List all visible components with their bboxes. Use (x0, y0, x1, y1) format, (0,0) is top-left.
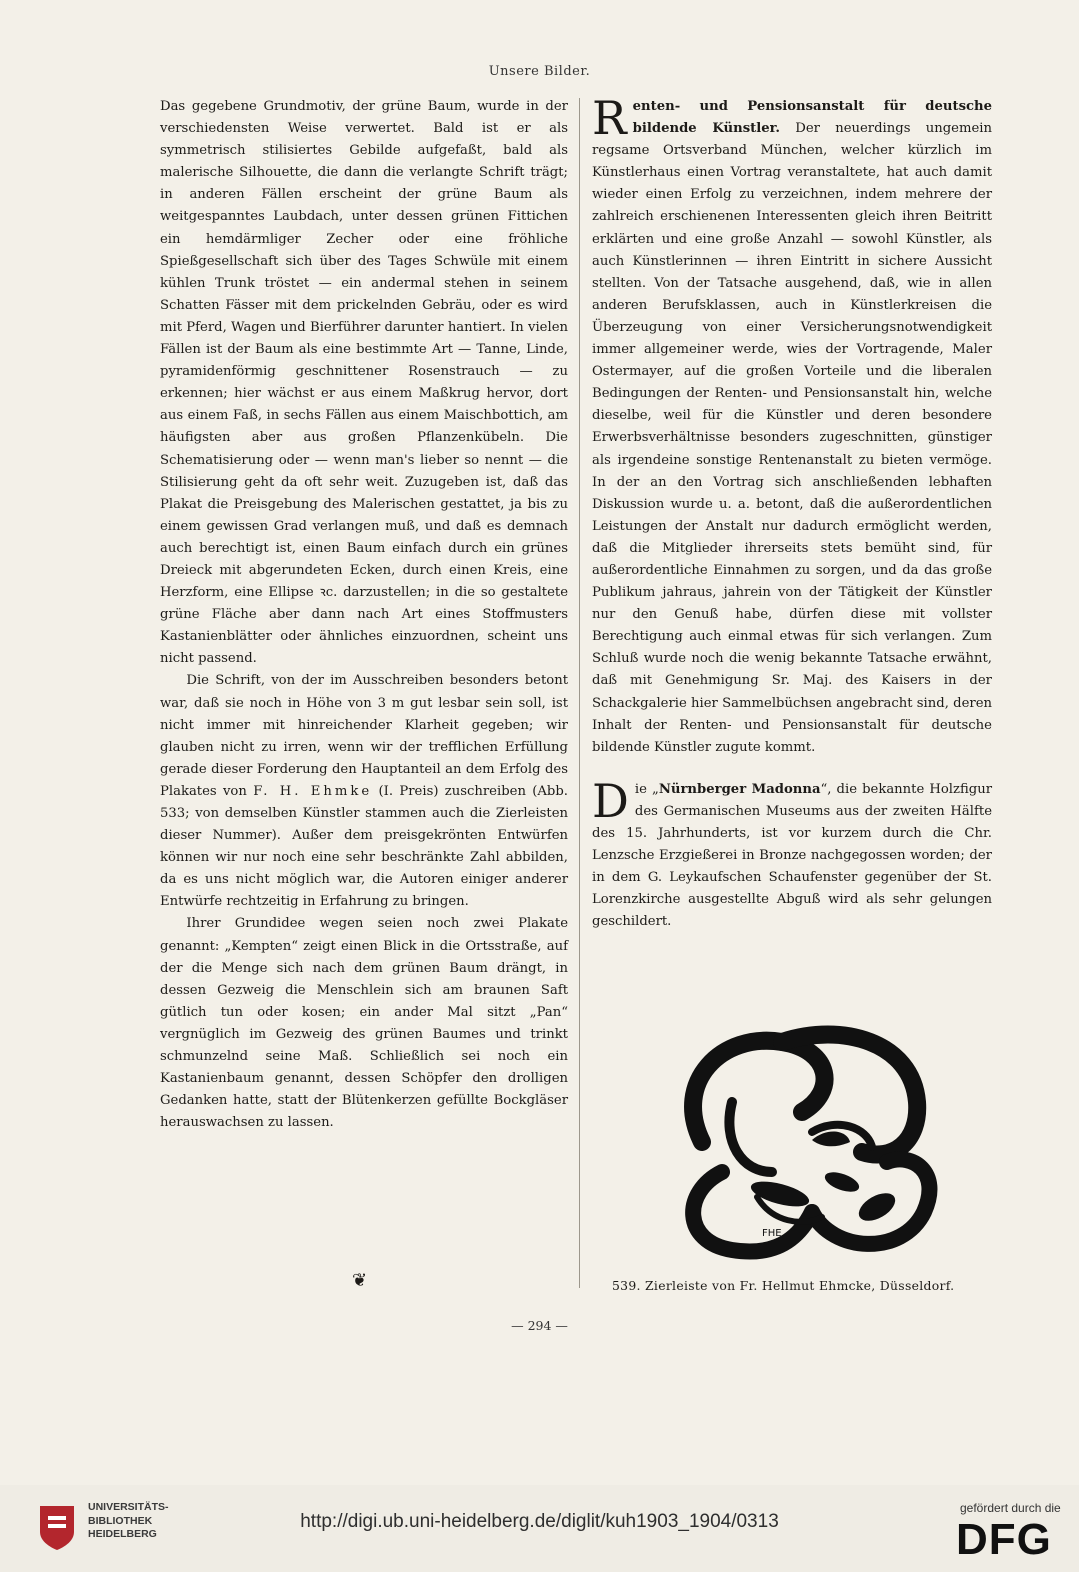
left-column (160, 96, 568, 1134)
article-body: “, die bekannte Holzfigur des Germanischen Museums aus der zweiten Hälfte des 15. Jahrhunderts, ist vor kurzem durch die Chr. Lenzsche Erzgießerei in Bronze nachgegossen worden; der in dem G. Leykaufschen Schaufenster gegenüber der St. Lorenzkirche ausgestellte Abguß wird als sehr gelungen geschildert. (592, 781, 993, 930)
vine-ornament-icon (662, 1022, 942, 1262)
article-heading: enten- und Pensionsanstalt für deutsche bildende Künstler. (632, 99, 992, 137)
column-divider (579, 98, 580, 1288)
paragraph-text: (I. Preis) zuschreiben (Abb. 533; von demselben Künstler stammen auch die Zierleisten dieser Nummer). Außer dem preisgekrönten Entwürfen können wir nur noch eine sehr beschränkte Zahl abbilden, da es uns nicht möglich war, die Autoren einiger anderer Entwürfe rechtzeitig in Erfahrung zu bringen. (160, 783, 568, 910)
footer-bar (0, 1485, 1079, 1572)
right-column (592, 91, 993, 933)
article-title: Nürnberger Madonna (658, 781, 821, 797)
page-number: — 294 — (511, 1318, 568, 1333)
article-renten (592, 91, 992, 759)
article-body: Der neuerdings ungemein regsame Ortsverband München, welcher kürzlich im Künstlerhaus einen Vortrag veranstaltete, hat auch damit wieder einen Erfolg zu verzeichnen, indem mehrere der zahlreich erschienenen Interessenten gleich ihren Beitritt erklärten und eine große Anzahl — sowohl Künstler, als auch Künstlerinnen — ihren Eintritt in sichere Aussicht stellten. Von der Tatsache ausgehend, daß, wie in allen anderen Berufsklassen, auch in Künstlerkreisen die Überzeugung von einer Versicherungsnotwendigkeit immer allgemeiner werde, wies der Vortragende, Maler Ostermayer, auf die großen Vorteile und die liberalen Bedingungen der Renten- und Pensionsanstalt hin, welche dieselbe, weil für die Künstler und deren besondere Erwerbsverhältnisse besonders zugeschnitten, günstiger als irgendeine sonstige Rentenanstalt zu bieten vermöge. In der an den Vortrag sich anschließenden lebhaften Diskussion wurde u. a. betont, daß die außerordentlichen Leistungen der Anstalt nur dadurch ermöglicht werden, daß die Mitglieder ihrerseits stets bemüht sind, für außerordentliche Einnahmen zu sorgen, und da das große Publikum jahraus, jahrein von der Tätigkeit der Künstler nur den Genuß habe, dürfen diese mit vollster Berechtigung auch einmal etwas für sich verlangen. Zum Schluß wurde noch die wenig bekannte Tatsache erwähnt, daß mit Genehmigung Sr. Maj. des Kaisers in der Schackgalerie hier Sammelbüchsen angebracht sind, deren Inhalt der Renten- und Pensionsanstalt für deutsche bildende Künstler zugute kommt. (592, 121, 992, 755)
paragraph: Das gegebene Grundmotiv, der grüne Baum, wurde in der verschiedensten Weise verwertet. Bald ist er als symmetrisch stilisiertes Gebilde aufgefaßt, bald als malerische Silhouette, die dann die verlangte Schrift trägt; in anderen Fällen erscheint der grüne Baum als weitgespanntes Laubdach, unter dessen grünen Fittichen ein hemdärmliger Zecher oder eine fröhliche Spießgesellschaft sich über des Tages Schwüle mit einem kühlen Trunk tröstet — ein andermal stehen in seinem Schatten Fässer mit dem prickelnden Gebräu, oder es wird mit Pferd, Wagen und Bierführer darunter hantiert. In vielen Fällen ist der Baum als eine bestimmte Art — Tanne, Linde, pyramidenförmig geschnittener Rosenstrauch — zu erkennen; hier wächst er aus einem Maßkrug hervor, dort aus einem Faß, in sechs Fällen aus einem Maischbottich, am häufigsten aber aus großen Pflanzenkübeln. Die Schematisierung oder — wenn man's lieber so nennt — die Stilisierung geht da oft sehr weit. Zuzugeben ist, daß das Plakat die Preisgebung des Malerischen gestattet, ja bis zu einem gewissen Grad verlangen muß, und daß es demnach auch berechtigt ist, einen Baum einfach durch ein grünes Dreieck mit abgerundeten Ecken, durch einen Kreis, eine Herzform, eine Ellipse ꝛc. darzustellen; in die so gestaltete grüne Fläche aber dann nach Art eines Stoffmusters Kastanienblätter oder ähnliches einzuordnen, scheint uns nicht passend. (160, 99, 568, 667)
initial-letter: D (592, 773, 629, 828)
running-head: Unsere Bilder. (488, 64, 591, 79)
paragraph-text: Die Schrift, von der im Ausschreiben besonders betont war, daß sie noch in Höhe von 3 m gut lesbar sein soll, ist nicht immer mit hinreichender Klarheit gegeben; wir glauben nicht zu irren, wenn wir der trefflichen Erfüllung gerade dieser Forderung den Hauptanteil an dem Erfolg des Plakates von (160, 673, 568, 799)
figure-caption: 539. Zierleiste von Fr. Hellmut Ehmcke, Düsseldorf. (612, 1278, 955, 1293)
library-line: BIBLIOTHEK (88, 1514, 153, 1527)
funded-by-label: gefördert durch die (960, 1501, 1061, 1515)
library-line: UNIVERSITÄTS- (88, 1501, 169, 1513)
ornament-monogram: FHE (762, 1228, 782, 1239)
dfg-logo: DFG (956, 1515, 1052, 1564)
article-madonna (592, 773, 993, 934)
initial-letter: R (592, 91, 627, 145)
library-line: HEIDELBERG (88, 1528, 157, 1540)
article-lead: ie „ (634, 781, 659, 797)
author-name: F. H. Ehmke (253, 783, 373, 799)
paragraph: Ihrer Grundidee wegen seien noch zwei Plakate genannt: „Kempten“ zeigt einen Blick in die Ortsstraße, auf der die Menge sich nach dem grünen Baum drängt, in dessen Gezweig die Menschlein sich am braunen Saft gütlich tun oder kosen; ein ander Mal sitzt „Pan“ vergnüglich im Gezweig des grünen Baumes und trinkt schmunzelnd seine Maß. Schließlich sei noch ein Kastanienbaum genannt, dessen Schöpfer den drolligen Gedanken hatte, statt der Blütenkerzen gefüllte Bockgläser herauswachsen zu lassen. (160, 916, 568, 1131)
source-url[interactable]: http://digi.ub.uni-heidelberg.de/diglit/kuh1903_1904/0313 (300, 1511, 779, 1532)
fleuron-icon: ❦ (352, 1270, 368, 1291)
paragraph (160, 670, 568, 913)
